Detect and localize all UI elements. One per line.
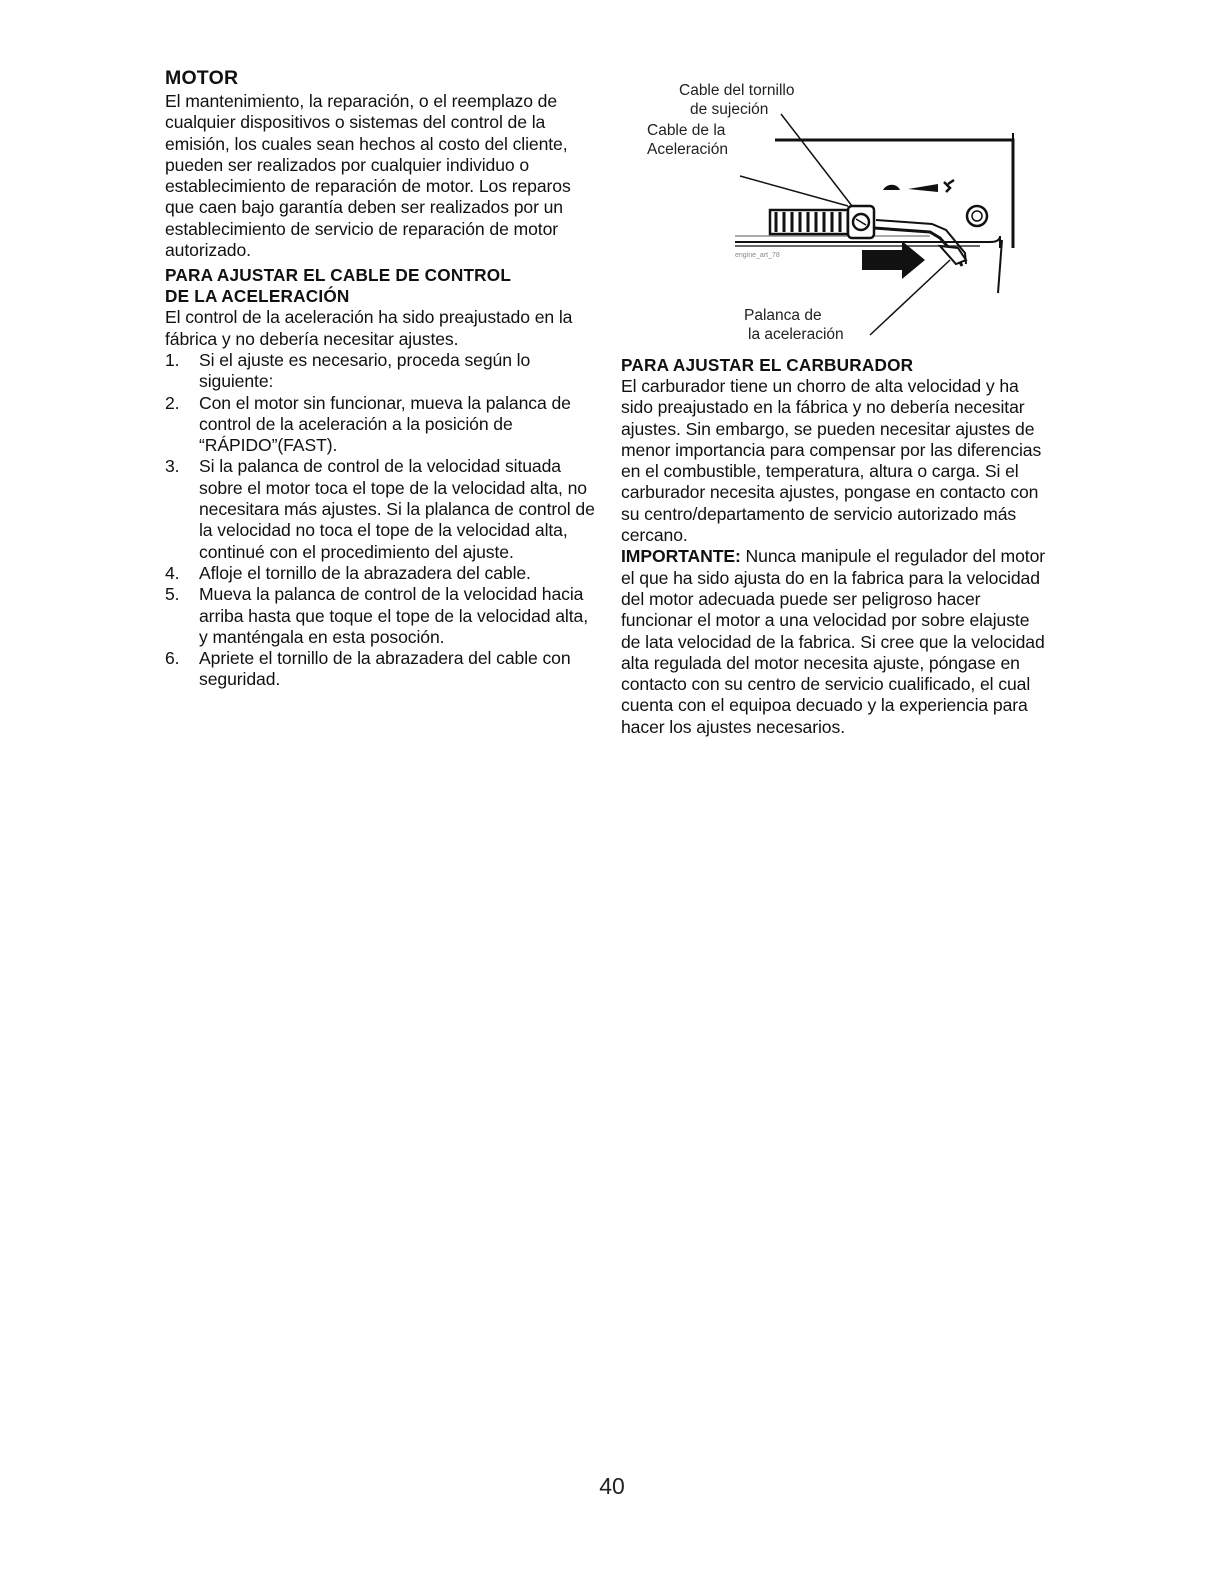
list-item — [165, 393, 595, 457]
label-throttle-cable-line-2: Aceleración — [647, 141, 728, 158]
list-item — [165, 563, 595, 584]
right-column — [621, 355, 1051, 738]
turtle-icon — [883, 185, 900, 190]
page-number: 40 — [599, 1473, 625, 1499]
label-lever-line-1: Palanca de — [744, 307, 822, 324]
step-number: 3. — [165, 456, 180, 477]
step-text: Afloje el tornillo de la abrazadera del cable. — [199, 562, 531, 583]
label-screw-cable-line-1: Cable del tornillo — [679, 82, 795, 99]
important-paragraph — [621, 546, 1051, 738]
throttle-cable-figure — [640, 78, 1020, 353]
adjustment-steps-list — [165, 350, 595, 691]
step-number: 1. — [165, 349, 180, 370]
list-item — [165, 584, 595, 648]
cable-intro-paragraph: El control de la aceleración ha sido preajustado en la fábrica y no debería necesitar ajustes. — [165, 307, 573, 349]
step-text: Apriete el tornillo de la abrazadera del cable con seguridad. — [199, 648, 571, 690]
label-lever-line-2: la aceleración — [748, 326, 844, 343]
list-item — [165, 456, 595, 562]
step-number: 2. — [165, 392, 180, 413]
list-item — [165, 350, 595, 393]
step-text: Mueva la palanca de control de la velocidad hacia arriba hasta que toque el tope de la velocidad alta, y manténgala en esta posoción. — [199, 584, 588, 647]
step-text: Si el ajuste es necesario, proceda según lo siguiente: — [199, 349, 531, 392]
step-number: 4. — [165, 562, 180, 583]
step-number: 6. — [165, 648, 180, 669]
speed-wedge-icon — [908, 184, 938, 192]
label-throttle-cable-line-1: Cable de la — [647, 122, 726, 139]
list-item — [165, 648, 595, 691]
spring-coil — [770, 210, 852, 234]
cable-heading-line-2: DE LA ACELERACIÓN — [165, 286, 350, 307]
important-label: IMPORTANTE: — [621, 546, 741, 567]
rabbit-icon — [944, 180, 954, 192]
left-column — [165, 66, 595, 691]
important-text: Nunca manipule el regulador del motor el que ha sido ajusta do en la fabrica para la velocidad del motor adecuada puede ser peligroso hacer funcionar el motor a una velocidad por sobre elajuste de lata velocidad de la fabrica. Si cree que la velocidad alta regulada del motor necesita ajuste, póngase en contacto con su centro de servicio cualificado, el cual cuenta con el equipoa decuado y la experiencia para hacer los ajustes necesarios. — [621, 546, 1046, 737]
label-screw-cable-line-2: de sujeción — [690, 101, 769, 118]
throttle-cable-illustration — [640, 78, 1020, 353]
step-number: 5. — [165, 584, 180, 605]
carburetor-paragraph: El carburador tiene un chorro de alta velocidad y ha sido preajustado en la fábrica y no debería necesitar ajustes. Sin embargo, se pueden necesitar ajustes de menor importancia para compensar por las diferencias en el combustible, temperatura, altura o carga. Si el carburador necesita ajustes, pongase en contacto con su centro/departamento de servicio autorizado más cercano. — [621, 376, 1042, 546]
art-code: engine_art_78 — [735, 252, 780, 259]
step-text: Si la palanca de control de la velocidad situada sobre el motor toca el tope de la velocidad alta, no necesitara más ajustes. Si la plalanca de control de la velocidad no toca el tope de la velocidad alta, continué con el procedimiento del ajuste. — [199, 456, 595, 562]
clamp-screw — [848, 206, 874, 238]
leader-line-screw — [781, 114, 852, 206]
carburetor-heading: PARA AJUSTAR EL CARBURADOR — [621, 355, 914, 375]
cable-heading-line-1: PARA AJUSTAR EL CABLE DE CONTROL — [165, 265, 512, 286]
motor-heading: MOTOR — [165, 67, 239, 89]
motor-paragraph: El mantenimiento, la reparación, o el reemplazo de cualquier dispositivos o sistemas del control de la emisión, los cuales sean hechos al costo del cliente, pueden ser realizados por cualquier individuo o establecimiento de reparación de motor. Los reparos que caen bajo garantía deben ser realizados por un establecimiento de servicio de reparación de motor autorizado. — [165, 91, 571, 261]
step-text: Con el motor sin funcionar, mueva la palanca de control de la aceleración a la posición de “RÁPIDO”(FAST). — [199, 392, 571, 456]
